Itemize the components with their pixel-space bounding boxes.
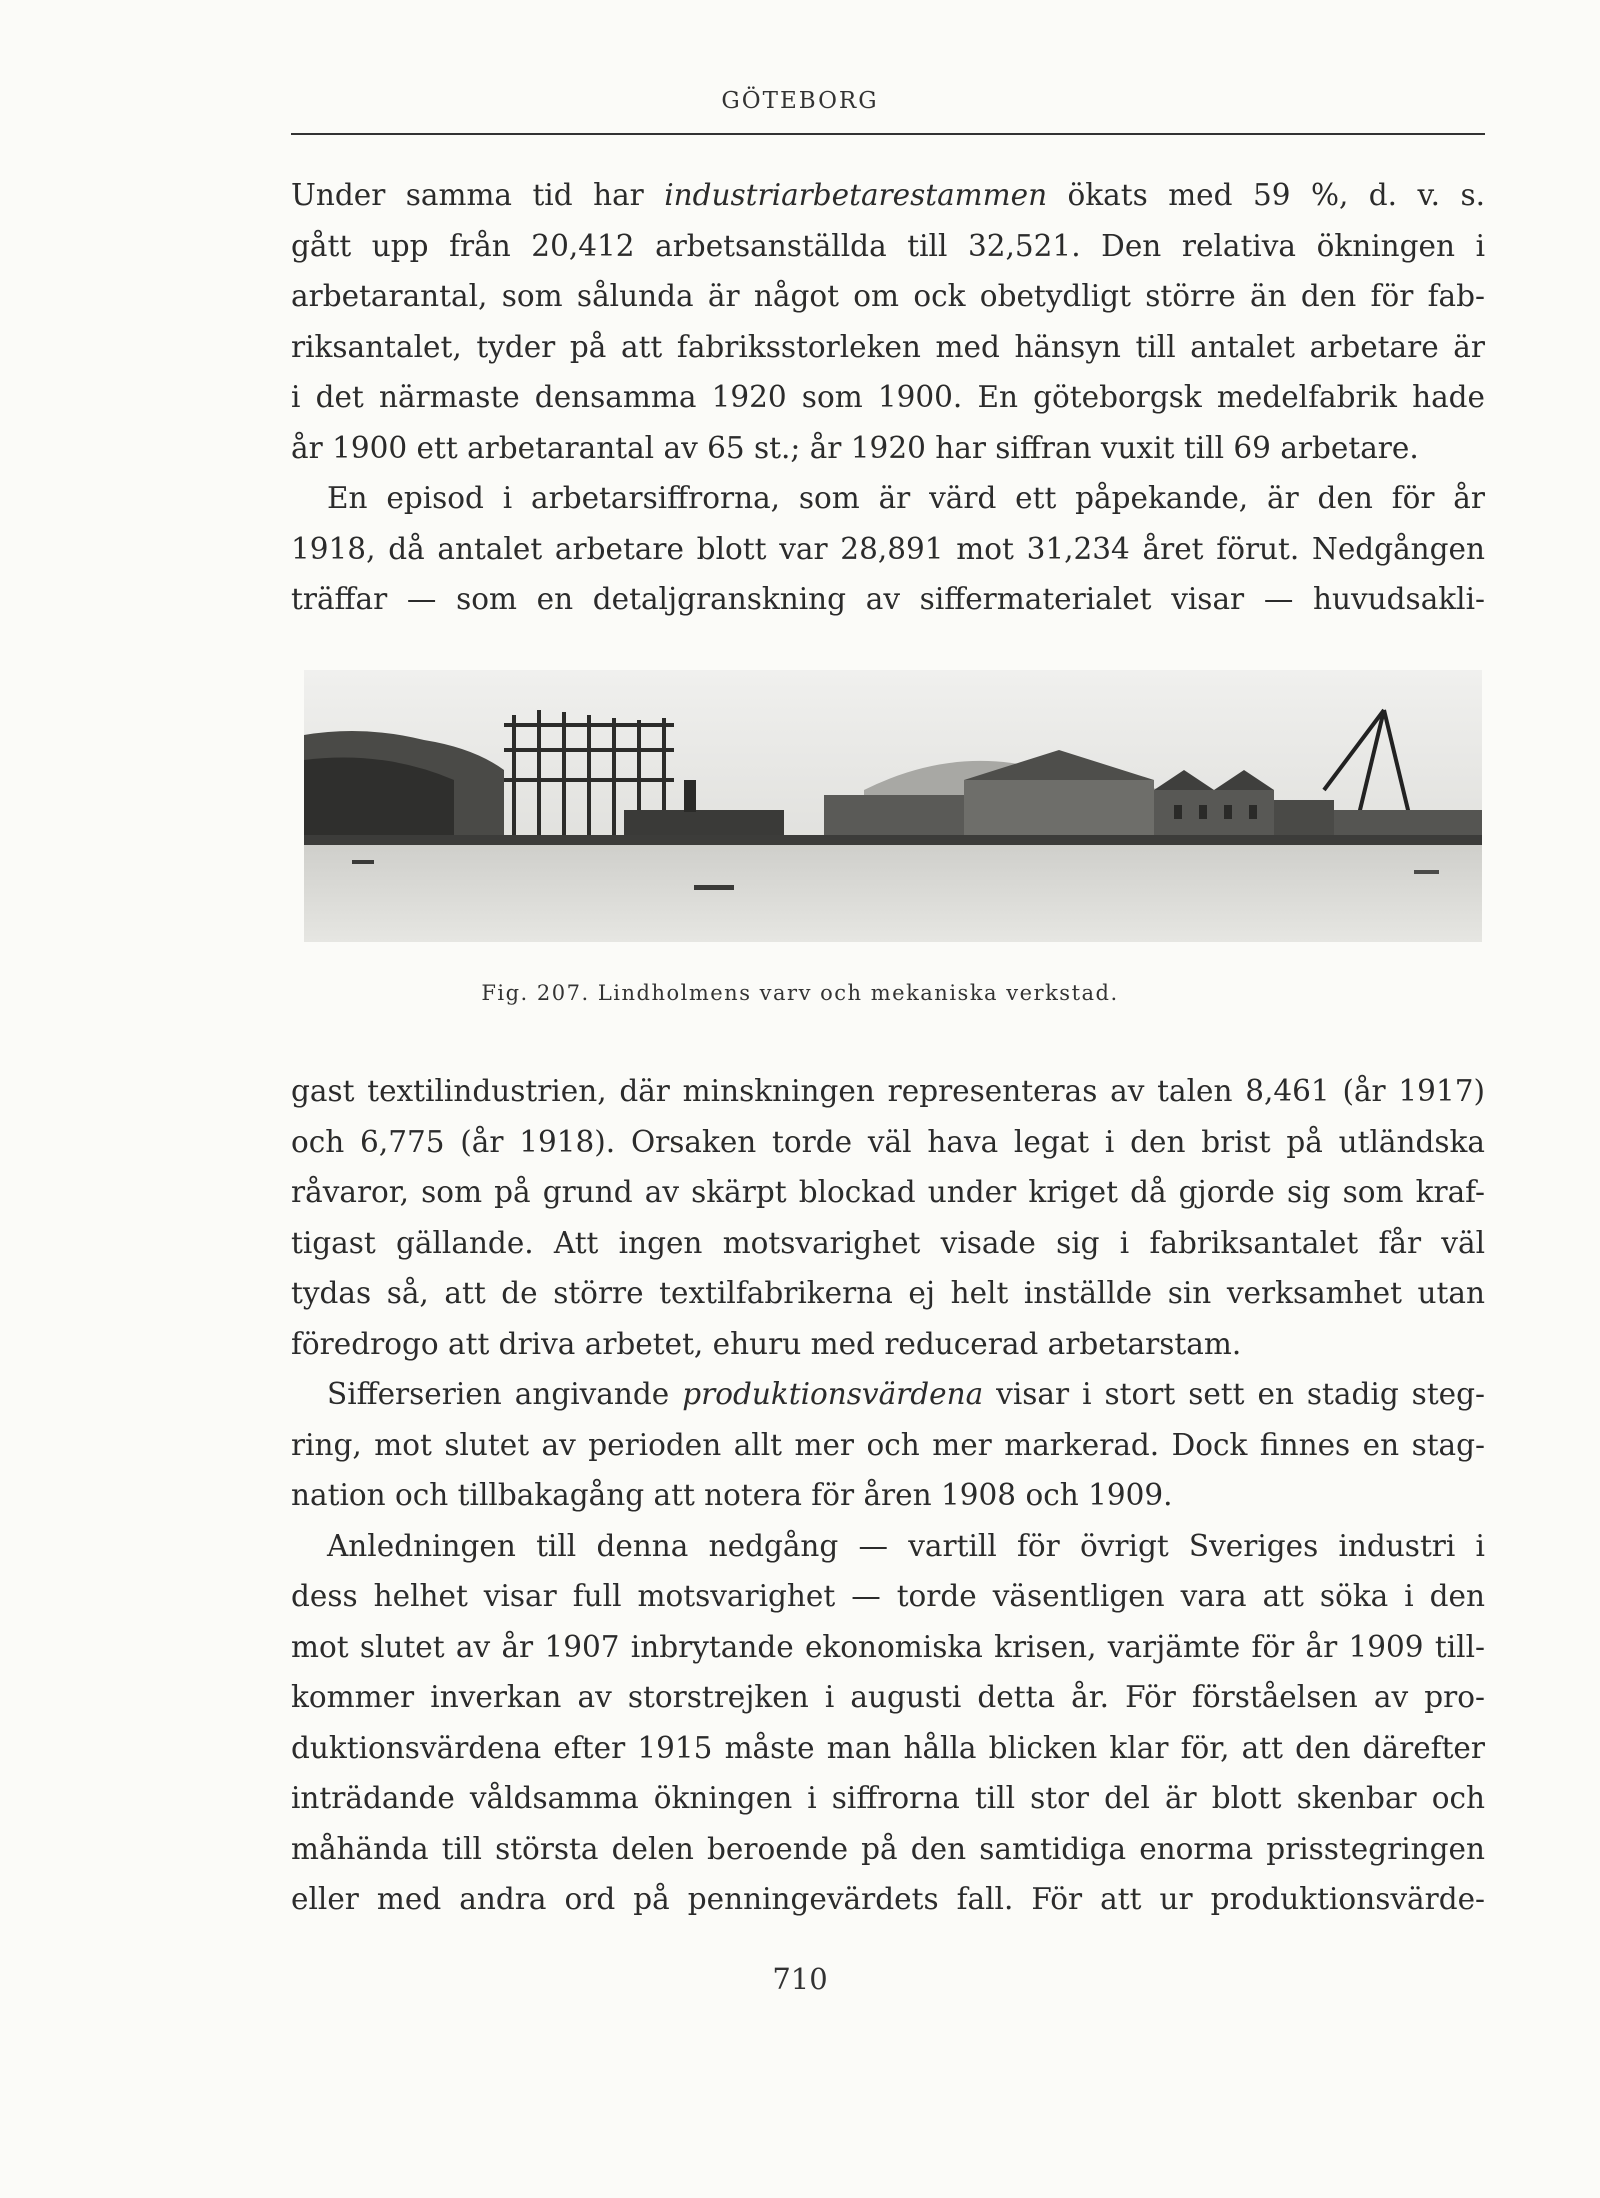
text-line: mot slutet av år 1907 inbrytande ekonomiska krisen, varjämte för år 1909 till- xyxy=(291,1629,1485,1664)
text-line xyxy=(291,1369,1485,1420)
text-line: tydas så, att de större textilfabrikerna ej helt inställde sin verksamhet utan xyxy=(291,1276,1485,1310)
text-segment: Sifferserien angivande xyxy=(327,1377,683,1411)
shipyard-photo xyxy=(304,670,1482,942)
text-line: gast textilindustrien, där minskningen representeras av talen 8,461 (år 1917) xyxy=(291,1074,1485,1108)
text-line: eller med andra ord på penningevärdets fall. För att ur produktionsvärde- xyxy=(291,1882,1485,1916)
text-line: inträdande våldsamma ökningen i siffrorna till stor del är blott skenbar och xyxy=(291,1781,1485,1815)
text-line: dess helhet visar full motsvarighet — torde väsentligen vara att söka i den xyxy=(291,1579,1485,1613)
text-line: nation och tillbakagång att notera för åren 1908 och 1909. xyxy=(291,1478,1173,1512)
text-line: riksantalet, tyder på att fabriksstorleken med hänsyn till antalet arbetare är xyxy=(291,329,1485,364)
paragraph-bottom xyxy=(291,1066,1485,1925)
italic-term: industriarbetarestammen xyxy=(664,178,1048,212)
text-line: och 6,775 (år 1918). Orsaken torde väl hava legat i den brist på utländska xyxy=(291,1124,1485,1159)
text-line: föredrogo att driva arbetet, ehuru med reducerad arbetarstam. xyxy=(291,1326,1242,1361)
header-rule xyxy=(291,133,1485,135)
text-line xyxy=(291,170,1485,221)
text-line: En episod i arbetarsiffrorna, som är värd ett påpekande, är den för år xyxy=(327,481,1485,515)
text-line: tigast gällande. Att ingen motsvarighet visade sig i fabriksantalet får väl xyxy=(291,1225,1485,1260)
text-line: i det närmaste densamma 1920 som 1900. En göteborgsk medelfabrik hade xyxy=(291,380,1485,414)
text-line: ring, mot slutet av perioden allt mer och mer markerad. Dock finnes en stag- xyxy=(291,1427,1485,1462)
figure-caption: Fig. 207. Lindholmens varv och mekaniska verkstad. xyxy=(481,981,1119,1005)
text-line: träffar — som en detaljgranskning av siffermaterialet visar — huvudsakli- xyxy=(291,582,1485,616)
paragraph-top xyxy=(291,170,1485,625)
italic-term: produktionsvärdena xyxy=(682,1377,984,1411)
text-line: råvaror, som på grund av skärpt blockad under kriget då gjorde sig som kraf- xyxy=(291,1175,1485,1209)
text-line: Anledningen till denna nedgång — vartill för övrigt Sveriges industri i xyxy=(327,1528,1485,1563)
text-line: kommer inverkan av storstrejken i augusti detta år. För förståelsen av pro- xyxy=(291,1680,1485,1714)
text-line: år 1900 ett arbetarantal av 65 st.; år 1920 har siffran vuxit till 69 arbetare. xyxy=(291,430,1419,465)
text-line: 1918, då antalet arbetare blott var 28,891 mot 31,234 året förut. Nedgången xyxy=(291,531,1485,566)
page-number: 710 xyxy=(772,1962,828,1996)
text-line: måhända till största delen beroende på den samtidiga enorma prisstegringen xyxy=(291,1831,1485,1866)
text-line: arbetarantal, som sålunda är något om ock obetydligt större än den för fab- xyxy=(291,279,1485,313)
text-segment: visar i stort sett en stadig steg- xyxy=(983,1377,1485,1411)
text-line: gått upp från 20,412 arbetsanställda till 32,521. Den relativa ökningen i xyxy=(291,228,1485,263)
shipyard-photo-drawing xyxy=(304,670,1482,942)
text-segment: ökats med 59 %, d. v. s. xyxy=(1047,178,1485,212)
text-line: duktionsvärdena efter 1915 måste man hålla blicken klar för, att den därefter xyxy=(291,1730,1485,1765)
running-header: GÖTEBORG xyxy=(721,88,879,114)
text-segment: Under samma tid har xyxy=(291,178,665,212)
